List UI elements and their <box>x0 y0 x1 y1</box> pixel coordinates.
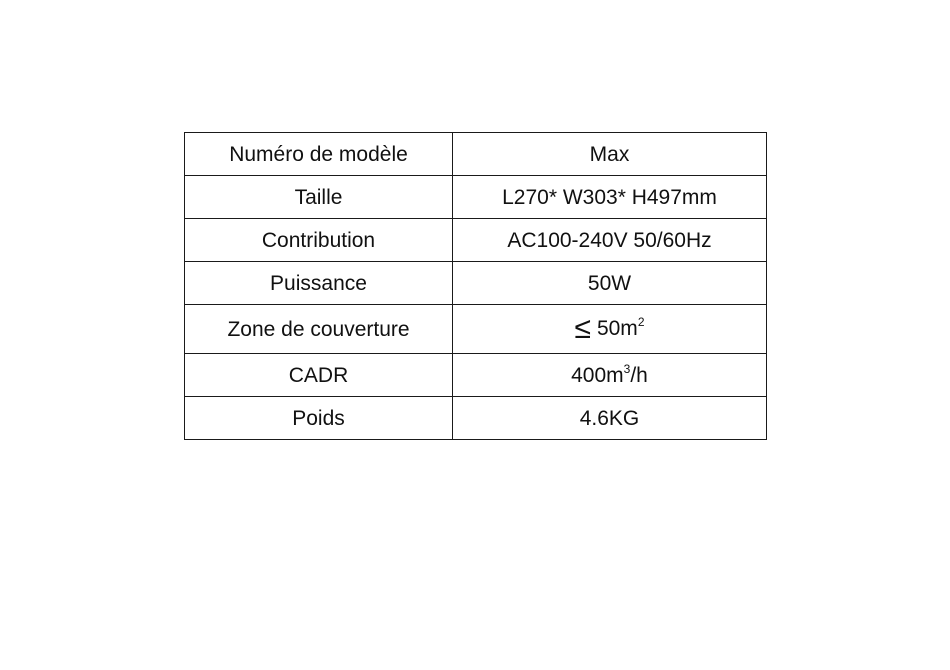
row-label-power: Puissance <box>185 262 453 305</box>
coverage-value: 50m <box>596 317 638 340</box>
cadr-value: 400m <box>571 363 624 387</box>
table-row <box>185 354 767 397</box>
row-value-cadr <box>453 354 767 397</box>
row-label-size: Taille <box>185 176 453 219</box>
row-value-weight: 4.6KG <box>453 397 767 440</box>
table-row <box>185 133 767 176</box>
spec-table <box>184 132 767 440</box>
table-row <box>185 176 767 219</box>
table-row <box>185 262 767 305</box>
less-or-equal-symbol: ≤ <box>574 312 591 345</box>
coverage-exponent: 2 <box>637 315 645 329</box>
row-label-model-number: Numéro de modèle <box>185 133 453 176</box>
cadr-exponent: 3 <box>623 361 631 376</box>
table-row <box>185 219 767 262</box>
row-value-input: AC100-240V 50/60Hz <box>453 219 767 262</box>
table-row <box>185 305 767 354</box>
row-value-power: 50W <box>453 262 767 305</box>
row-label-input: Contribution <box>185 219 453 262</box>
row-label-weight: Poids <box>185 397 453 440</box>
cadr-unit-suffix: /h <box>630 363 648 387</box>
row-value-coverage-area <box>453 305 767 354</box>
row-label-cadr: CADR <box>185 354 453 397</box>
table-row <box>185 397 767 440</box>
row-value-model-number: Max <box>453 133 767 176</box>
row-label-coverage-area: Zone de couverture <box>185 305 453 354</box>
row-value-size: L270* W303* H497mm <box>453 176 767 219</box>
